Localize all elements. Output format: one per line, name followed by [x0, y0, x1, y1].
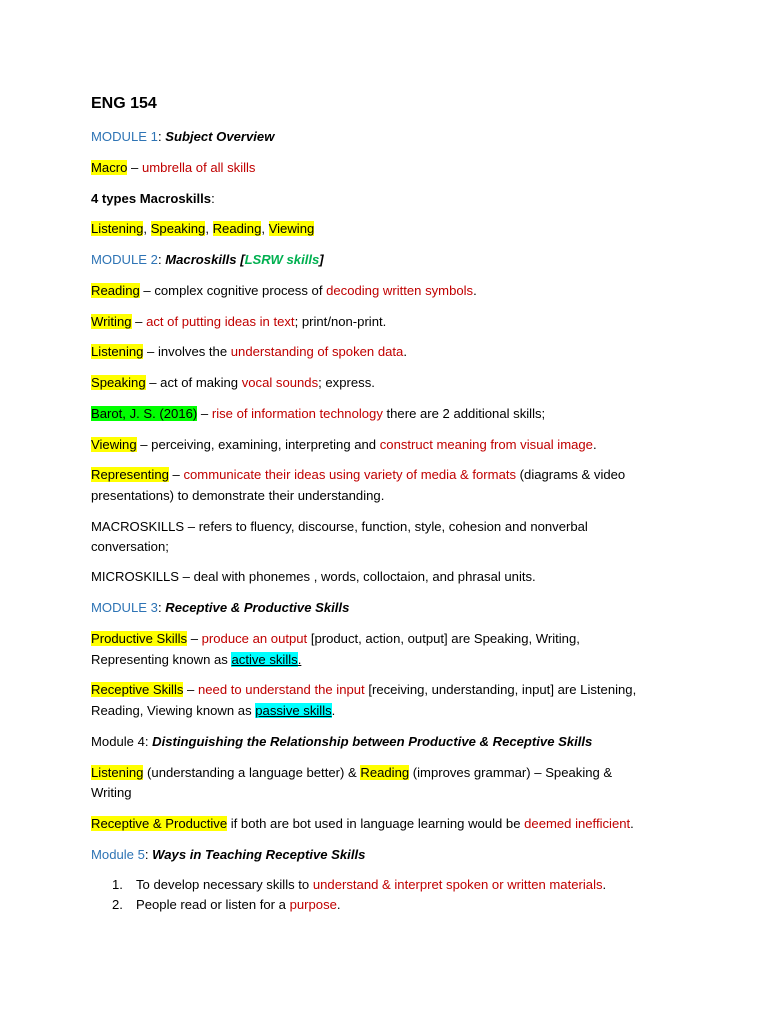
text: .: [630, 816, 634, 831]
module-label: Module 5: [91, 847, 145, 862]
red-text: construct meaning from visual image: [379, 437, 593, 452]
text: [receiving, understanding, input] are Listening,: [364, 682, 637, 697]
module-title: Macroskills [: [165, 252, 245, 267]
skills-list: [91, 219, 314, 239]
receptive-productive-text: [91, 814, 634, 834]
lsrw-label: LSRW skills: [244, 252, 320, 267]
colon: :: [144, 734, 153, 749]
red-text: understand & interpret spoken or written materials: [312, 877, 603, 892]
highlighted-term: Listening: [91, 765, 144, 780]
macroskills-types-heading: [91, 189, 215, 209]
red-text: act of putting ideas in text: [146, 314, 295, 329]
red-text: decoding written symbols: [326, 283, 474, 298]
passive-skills-term: passive skills: [255, 703, 332, 718]
skill-viewing: Viewing: [268, 221, 315, 236]
text: Representing known as: [91, 652, 232, 667]
text: there are 2 additional skills;: [382, 406, 546, 421]
skill-listening: Listening: [91, 221, 144, 236]
red-text: produce an output: [201, 631, 308, 646]
highlighted-term: Productive Skills: [91, 631, 188, 646]
module-title: Subject Overview: [165, 129, 275, 144]
red-text: vocal sounds: [241, 375, 319, 390]
highlighted-term: Macro: [91, 160, 128, 175]
module-label: Module 4: [91, 734, 145, 749]
receptive-skills-definition-cont: [91, 701, 335, 721]
skill-speaking: Speaking: [150, 221, 206, 236]
module-label: MODULE 3: [91, 600, 158, 615]
reading-definition: [91, 281, 477, 301]
text: ; print/non-print.: [294, 314, 387, 329]
highlighted-term: Viewing: [91, 437, 137, 452]
text: .: [297, 652, 302, 667]
text: – involves the: [143, 344, 231, 359]
viewing-definition: [91, 435, 597, 455]
text: .: [331, 703, 336, 718]
red-definition: umbrella of all skills: [141, 160, 256, 175]
speaking-definition: [91, 373, 375, 393]
highlighted-term: Reading: [91, 283, 140, 298]
module-label: MODULE 1: [91, 129, 158, 144]
text: Reading, Viewing known as: [91, 703, 256, 718]
module-5-heading: [91, 845, 365, 865]
red-text: purpose: [289, 897, 337, 912]
receptive-skills-definition: [91, 680, 636, 700]
module-title: Ways in Teaching Receptive Skills: [152, 847, 366, 862]
text: (understanding a language better) &: [143, 765, 361, 780]
red-text: rise of information technology: [211, 406, 383, 421]
text: if both are bot used in language learning would be: [227, 816, 525, 831]
colon: :: [157, 129, 166, 144]
highlighted-term: Writing: [91, 314, 132, 329]
module-label: MODULE 2: [91, 252, 158, 267]
module-4-text: [91, 763, 612, 783]
dash: –: [131, 314, 147, 329]
colon: :: [157, 252, 166, 267]
module-title: Receptive & Productive Skills: [165, 600, 350, 615]
macro-definition: [91, 158, 255, 178]
text: – act of making: [145, 375, 242, 390]
text: (improves grammar) – Speaking &: [409, 765, 613, 780]
skill-reading: Reading: [212, 221, 262, 236]
module-4-text-cont: Writing: [91, 785, 132, 800]
text: To develop necessary skills to: [136, 877, 313, 892]
text: – complex cognitive process of: [139, 283, 327, 298]
bold-label: 4 types Macroskills: [91, 191, 212, 206]
text: (diagrams & video: [516, 467, 626, 482]
writing-definition: [91, 312, 386, 332]
microskills-paragraph: MICROSKILLS – deal with phonemes , words, colloctaion, and phrasal units.: [91, 569, 536, 584]
text: – perceiving, examining, interpreting and: [136, 437, 380, 452]
listening-definition: [91, 342, 407, 362]
dash: –: [168, 467, 184, 482]
separator: ,: [143, 221, 151, 236]
productive-skills-definition: [91, 629, 580, 649]
list-number: 1.: [112, 877, 123, 892]
representing-definition-cont: presentations) to demonstrate their understanding.: [91, 488, 385, 503]
dash: –: [127, 160, 142, 175]
macroskills-paragraph-cont: conversation;: [91, 539, 169, 554]
colon: :: [211, 191, 215, 206]
dash: –: [197, 406, 212, 421]
separator: ,: [205, 221, 213, 236]
module-1-heading: [91, 127, 274, 147]
module-2-heading: [91, 250, 324, 270]
text: People read or listen for a: [136, 897, 290, 912]
text: ; express.: [318, 375, 375, 390]
highlighted-term: Receptive Skills: [91, 682, 184, 697]
bracket: ]: [319, 252, 324, 267]
highlighted-term: Reading: [360, 765, 410, 780]
red-text: need to understand the input: [197, 682, 365, 697]
module-title: Distinguishing the Relationship between Productive & Receptive Skills: [152, 734, 593, 749]
highlighted-term: Listening: [91, 344, 144, 359]
text: .: [473, 283, 477, 298]
highlighted-term: Speaking: [91, 375, 146, 390]
active-skills-term: active skills: [231, 652, 298, 667]
separator: ,: [261, 221, 269, 236]
list-item: [112, 875, 606, 895]
dash: –: [183, 682, 198, 697]
citation: Barot, J. S. (2016): [91, 406, 198, 421]
representing-definition: [91, 465, 625, 485]
text: .: [592, 437, 597, 452]
productive-skills-definition-cont: [91, 650, 301, 670]
list-number: 2.: [112, 897, 123, 912]
text: .: [602, 877, 607, 892]
red-text: communicate their ideas using variety of media & formats: [183, 467, 517, 482]
colon: :: [157, 600, 166, 615]
highlighted-term: Representing: [91, 467, 169, 482]
macroskills-paragraph: MACROSKILLS – refers to fluency, discourse, function, style, cohesion and nonverbal: [91, 519, 588, 534]
barot-citation: [91, 404, 545, 424]
doc-title: ENG 154: [91, 95, 157, 112]
text: [product, action, output] are Speaking, Writing,: [307, 631, 580, 646]
module-4-heading: [91, 732, 592, 752]
highlighted-term: Receptive & Productive: [91, 816, 228, 831]
dash: –: [187, 631, 202, 646]
list-item: [112, 895, 341, 915]
red-text: deemed inefficient: [524, 816, 631, 831]
module-3-heading: [91, 598, 349, 618]
colon: :: [144, 847, 153, 862]
red-text: understanding of spoken data: [230, 344, 404, 359]
text: .: [403, 344, 407, 359]
text: .: [336, 897, 341, 912]
